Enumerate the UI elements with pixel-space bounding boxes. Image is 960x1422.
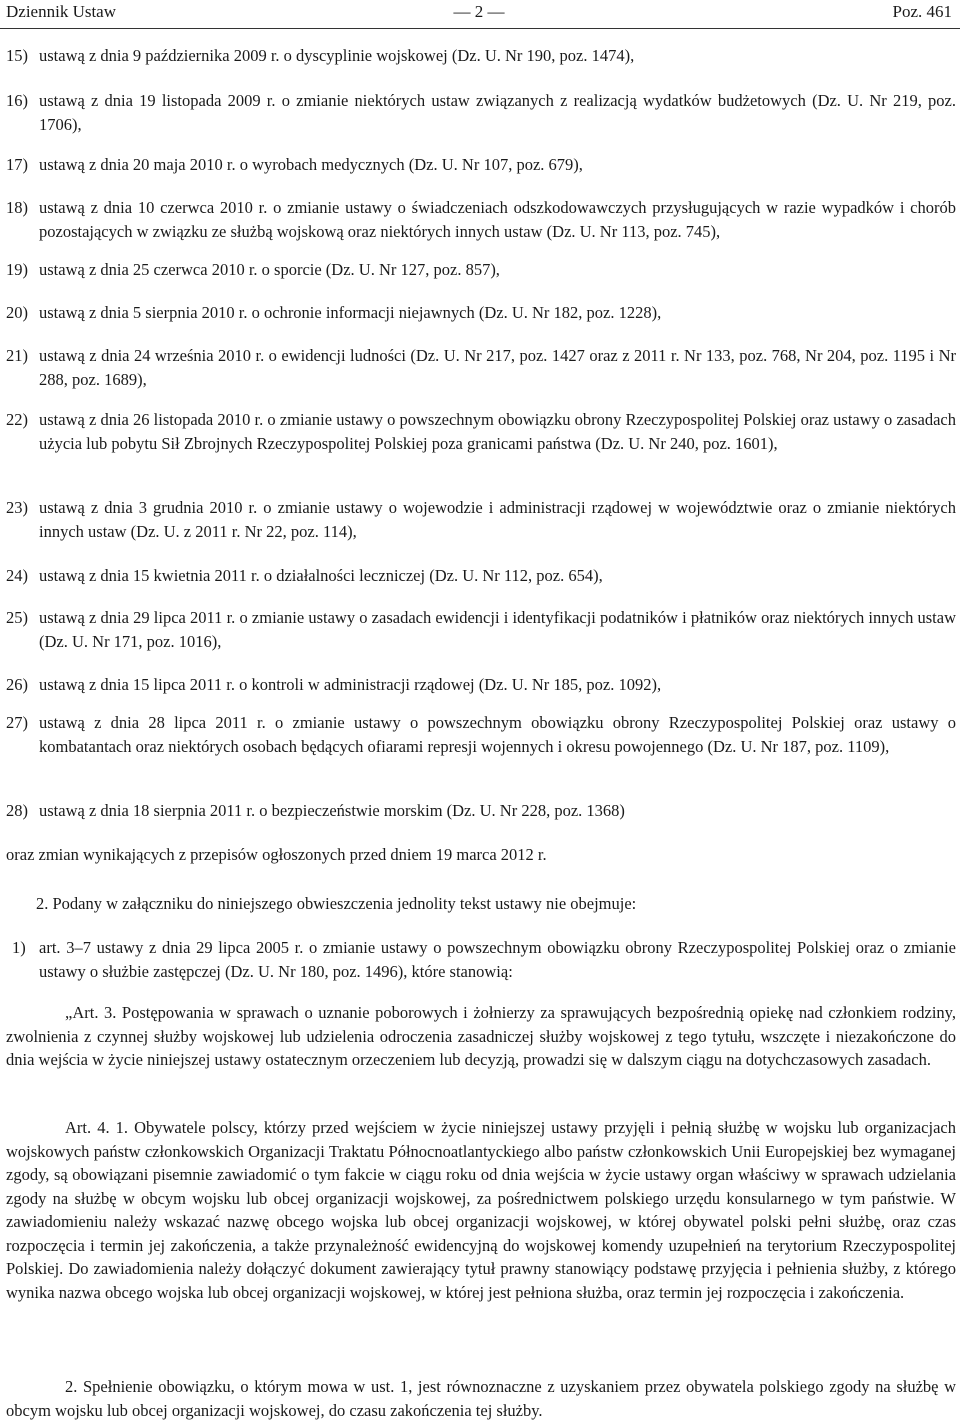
- list-item: [6, 196, 956, 243]
- list-item: [6, 564, 956, 588]
- list-item: [6, 673, 956, 697]
- item-text: ustawą z dnia 15 lipca 2011 r. o kontroli w administracji rządowej (Dz. U. Nr 185, poz. 1092),: [39, 675, 662, 694]
- item-text: ustawą z dnia 29 lipca 2011 r. o zmianie ustawy o zasadach ewidencji i identyfikacji podatników i płatników oraz niektórych innych ustaw (Dz. U. Nr 171, poz. 1016),: [39, 608, 956, 651]
- item-text: ustawą z dnia 25 czerwca 2010 r. o sporcie (Dz. U. Nr 127, poz. 857),: [39, 260, 500, 279]
- list-item: [6, 711, 956, 758]
- journal-title: Dziennik Ustaw: [6, 2, 117, 21]
- closing-clause: oraz zmian wynikających z przepisów ogłoszonych przed dniem 19 marca 2012 r.: [6, 845, 547, 864]
- item-text: ustawą z dnia 26 listopada 2010 r. o zmianie ustawy o powszechnym obowiązku obrony Rzeczypospolitej Polskiej oraz ustawy o zasadach użycia lub pobytu Sił Zbrojnych Rzeczypospolitej Polskiej poza granicami państwa (Dz. U. Nr 240, poz. 1601),: [39, 410, 956, 453]
- item-text: ustawą z dnia 10 czerwca 2010 r. o zmianie ustawy o świadczeniach odszkodowawczych przysługujących w razie wypadków i chorób pozostających w związku ze służbą wojskową oraz niektórych innych ustaw (Dz. U. Nr 113, poz. 745),: [39, 198, 956, 241]
- item-number: 16): [6, 91, 28, 110]
- item-text: ustawą z dnia 15 kwietnia 2011 r. o działalności leczniczej (Dz. U. Nr 112, poz. 654),: [39, 566, 603, 585]
- item-number: 22): [6, 410, 28, 429]
- list-item: [6, 606, 956, 653]
- item-number: 25): [6, 608, 28, 627]
- item-text: ustawą z dnia 19 listopada 2009 r. o zmianie niektórych ustaw związanych z realizacją wydatków budżetowych (Dz. U. Nr 219, poz. 1706),: [39, 91, 956, 134]
- item-number: 17): [6, 155, 28, 174]
- list-item: [6, 408, 956, 455]
- item-number: 18): [6, 198, 28, 217]
- item-text: ustawą z dnia 18 sierpnia 2011 r. o bezpieczeństwie morskim (Dz. U. Nr 228, poz. 1368): [39, 801, 625, 820]
- list-item: [6, 496, 956, 543]
- item-number: 26): [6, 675, 28, 694]
- list-item: [6, 301, 956, 325]
- list-item: [6, 799, 956, 823]
- sub-item-number: 1): [12, 938, 26, 957]
- item-number: 20): [6, 303, 28, 322]
- item-text: ustawą z dnia 9 października 2009 r. o dyscyplinie wojskowej (Dz. U. Nr 190, poz. 1474),: [39, 46, 635, 65]
- sub-item-text: art. 3–7 ustawy z dnia 29 lipca 2005 r. o zmianie ustawy o powszechnym obowiązku obrony Rzeczypospolitej Polskiej oraz o zmianie ustawy o służbie zastępczej (Dz. U. Nr 180, poz. 1496), które stanowią:: [39, 938, 956, 981]
- item-number: 19): [6, 260, 28, 279]
- item-number: 24): [6, 566, 28, 585]
- section-2-heading: 2. Podany w załączniku do niniejszego obwieszczenia jednolity tekst ustawy nie obejmuje:: [36, 894, 637, 913]
- article-4-paragraph-2: 2. Spełnienie obowiązku, o którym mowa w ust. 1, jest równoznaczne z uzyskaniem przez obywatela polskiego zgody na służbę w obcym wojsku lub obcej organizacji wojskowej, do czasu zakończenia tej służby.: [6, 1377, 956, 1420]
- sub-item: [6, 936, 956, 983]
- item-number: 27): [6, 713, 28, 732]
- page-header: [6, 0, 952, 24]
- list-item: [6, 258, 956, 282]
- article-4-paragraph-1: Art. 4. 1. Obywatele polscy, którzy przed wejściem w życie niniejszej ustawy przyjęli i pełnią służbę w wojsku lub organizacjach wojskowych państw członkowskich Organizacji Traktatu Północnoatlantyckiego albo państw członkowskich Unii Europejskiej bez wymaganej zgody, są obowiązani pisemnie zawiadomić o tym fakcie w ciągu roku od dnia wejścia w życie ustawy organ właściwy w sprawach udzielania zgody na służbę w obcym wojsku lub obcej organizacji wojskowej, za pośrednictwem polskiego urzędu konsularnego w tym państwie. W zawiadomieniu należy wskazać nazwę obcego wojska lub obcej organizacji wojskowej, w której obywatel polski pełni służbę, oraz czas rozpoczęcia i termin jej zakończenia, a także przynależność ewidencyjną do wojskowej komendy uzupełnień na terytorium Rzeczypospolitej Polskiej. Do zawiadomienia należy dołączyć dokument zawierający tytuł prawny stanowiący podstawę przyjęcia i pełnienia służby, z którego wynika nazwa obcego wojska lub obcej organizacji wojskowej, w której jest pełniona służba, oraz termin jej rozpoczęcia i zakończenia.: [6, 1118, 956, 1302]
- item-text: ustawą z dnia 3 grudnia 2010 r. o zmianie ustawy o wojewodzie i administracji rządowej w województwie oraz o zmianie niektórych innych ustaw (Dz. U. z 2011 r. Nr 22, poz. 114),: [39, 498, 956, 541]
- list-item: [6, 89, 956, 136]
- position-number: Poz. 461: [892, 2, 952, 21]
- item-number: 28): [6, 801, 28, 820]
- item-number: 21): [6, 346, 28, 365]
- item-text: ustawą z dnia 28 lipca 2011 r. o zmianie ustawy o powszechnym obowiązku obrony Rzeczypospolitej Polskiej oraz ustawy o kombatantach oraz niektórych osobach będących ofiarami represji wojennych i okresu powojennego (Dz. U. Nr 187, poz. 1109),: [39, 713, 956, 756]
- list-item: [6, 44, 956, 68]
- item-text: ustawą z dnia 24 września 2010 r. o ewidencji ludności (Dz. U. Nr 217, poz. 1427 oraz z 2011 r. Nr 133, poz. 768, Nr 204, poz. 1195 i Nr 288, poz. 1689),: [39, 346, 956, 389]
- item-number: 23): [6, 498, 28, 517]
- item-text: ustawą z dnia 5 sierpnia 2010 r. o ochronie informacji niejawnych (Dz. U. Nr 182, poz. 1228),: [39, 303, 662, 322]
- item-text: ustawą z dnia 20 maja 2010 r. o wyrobach medycznych (Dz. U. Nr 107, poz. 679),: [39, 155, 583, 174]
- list-item: [6, 344, 956, 391]
- list-item: [6, 153, 956, 177]
- item-number: 15): [6, 46, 28, 65]
- header-rule: [0, 28, 960, 29]
- article-3-quote: „Art. 3. Postępowania w sprawach o uznanie poborowych i żołnierzy za sprawujących bezpośrednią opiekę nad członkiem rodziny, zwolnienia z czynnej służby wojskowej lub udzielenia odroczenia zasadniczej służby wojskowej z tego tytułu, wszczęte i niezakończone do dnia wejścia w życie niniejszej ustawy ostatecznym orzeczeniem lub decyzją, prowadzi się w dalszym ciągu na dotychczasowych zasadach.: [6, 1003, 956, 1069]
- page-number: — 2 —: [453, 2, 505, 21]
